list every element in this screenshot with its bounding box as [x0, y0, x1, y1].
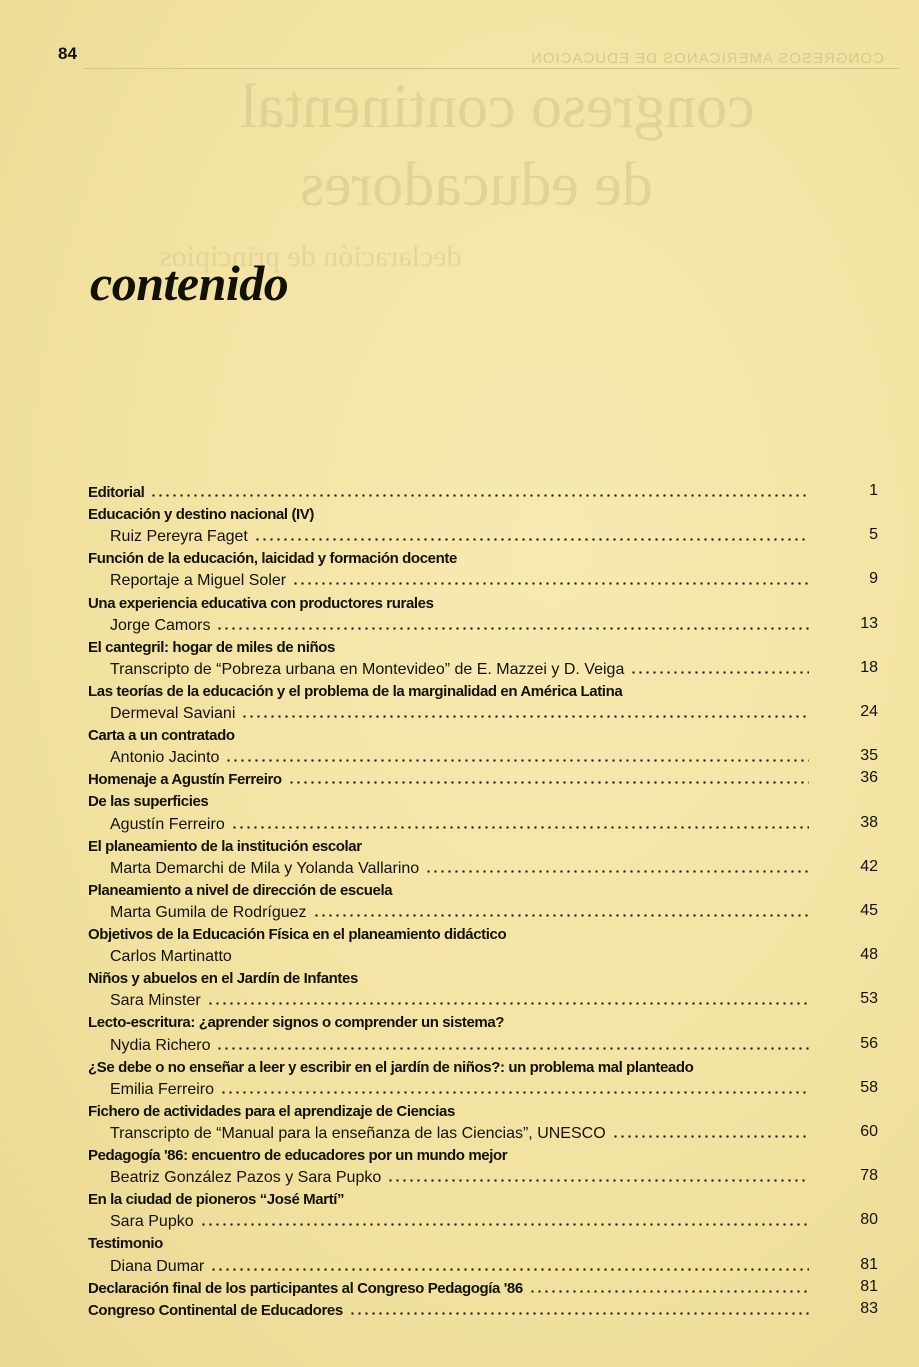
toc-author-row	[0, 705, 919, 727]
toc-page-number: 60	[860, 1122, 878, 1140]
toc-title-row	[0, 771, 919, 793]
toc-author: Diana Dumar	[110, 1257, 205, 1275]
toc-page-number: 53	[860, 990, 878, 1008]
toc-title: Declaración final de los participantes al Congreso Pedagogía '86	[88, 1279, 523, 1297]
toc-author: Emilia Ferreiro	[110, 1080, 215, 1098]
toc-author-row	[0, 1034, 919, 1059]
toc-author-row	[0, 1213, 919, 1235]
dot-leader	[349, 1312, 809, 1315]
toc-title: Carta a un contratado	[88, 727, 235, 745]
toc-title: De las superficies	[88, 793, 209, 811]
toc-author: Jorge Camors	[110, 616, 211, 634]
toc-page-number: 81	[860, 1255, 878, 1273]
toc-title-row	[0, 882, 919, 904]
toc-author-row	[0, 658, 919, 683]
dot-leader	[241, 715, 809, 718]
toc-title-row	[0, 506, 919, 528]
toc-page-number: 24	[860, 703, 878, 720]
toc-author: Beatriz González Pazos y Sara Pupko	[110, 1169, 382, 1187]
toc-title: Niños y abuelos en el Jardín de Infantes	[88, 970, 358, 988]
dot-leader	[225, 759, 809, 762]
toc-page-number: 80	[860, 1211, 878, 1229]
toc-title-row	[0, 1299, 919, 1324]
toc-title: El cantegril: hogar de miles de niños	[88, 638, 335, 656]
toc-author-row	[0, 813, 919, 838]
toc-author: Nydia Richero	[110, 1036, 211, 1054]
toc-author: Carlos Martinatto	[110, 948, 232, 966]
toc-title: Congreso Continental de Educadores	[88, 1301, 343, 1319]
page-number: 84	[58, 44, 77, 63]
toc-title-row	[0, 727, 919, 749]
toc-title: Homenaje a Agustín Ferreiro	[88, 771, 282, 789]
toc-title-row	[0, 550, 919, 572]
toc-title-row	[0, 926, 919, 948]
toc-title-row	[0, 595, 919, 617]
toc-title: Una experiencia educativa con productores rurales	[88, 594, 434, 612]
toc-author-row	[0, 948, 919, 970]
dot-leader	[150, 494, 809, 497]
toc-author-row	[0, 614, 919, 639]
toc-title: Editorial	[88, 484, 145, 501]
toc-author: Marta Gumila de Rodríguez	[110, 903, 307, 921]
dot-leader	[387, 1179, 809, 1182]
dot-leader	[529, 1290, 809, 1293]
toc-page-number: 58	[860, 1078, 878, 1096]
dot-leader	[220, 1091, 809, 1094]
dot-leader	[313, 914, 809, 917]
toc-author-row	[0, 1169, 919, 1191]
page-heading: contenido	[90, 255, 289, 311]
dot-leader	[231, 826, 809, 829]
toc-page-number: 38	[860, 813, 878, 831]
toc-title: Pedagogía '86: encuentro de educadores por un mundo mejor	[88, 1147, 508, 1164]
toc-author-row	[0, 749, 919, 771]
dot-leader	[200, 1223, 809, 1226]
toc-title-row	[0, 970, 919, 992]
toc-title: El planeamiento de la institución escolar	[88, 837, 362, 855]
toc-page-number: 18	[860, 658, 878, 676]
toc-title-row	[0, 793, 919, 815]
toc-title: Las teorías de la educación y el problema de la marginalidad en América Latina	[88, 682, 623, 700]
toc-author: Transcripto de “Manual para la enseñanza de las Ciencias”, UNESCO	[110, 1124, 606, 1142]
toc-author: Sara Pupko	[110, 1213, 194, 1231]
toc-author: Sara Minster	[110, 992, 201, 1010]
toc-author-row	[0, 992, 919, 1014]
dot-leader	[207, 1002, 809, 1005]
toc-page-number: 9	[869, 570, 878, 588]
toc-title: Planeamiento a nivel de dirección de escuela	[88, 881, 393, 899]
toc-author-row	[0, 1122, 919, 1147]
dot-leader	[210, 1268, 809, 1271]
toc-title-row	[0, 639, 919, 661]
bleed-through-title-2: de educadores	[300, 151, 653, 219]
toc-page-number: 78	[860, 1167, 878, 1185]
toc-title: ¿Se debe o no enseñar a leer y escribir en el jardín de niños?: un problema mal planteado	[88, 1058, 694, 1076]
toc-title: Testimonio	[88, 1235, 163, 1253]
dot-leader	[216, 627, 809, 630]
toc-page-number: 45	[860, 901, 878, 919]
toc-title-row	[0, 1059, 919, 1081]
toc-page-number: 35	[860, 747, 878, 765]
toc-author-row	[0, 901, 919, 926]
toc-page-number: 36	[860, 769, 878, 787]
toc-title-row	[0, 484, 919, 506]
toc-title-row	[0, 1191, 919, 1213]
dot-leader	[288, 781, 809, 784]
toc-page-number: 56	[860, 1034, 878, 1052]
toc-author: Reportaje a Miguel Soler	[110, 572, 287, 590]
toc-title-row	[0, 1147, 919, 1169]
toc-title-row	[0, 1014, 919, 1036]
bleed-through-title-1: congreso continental	[240, 73, 755, 141]
toc-author-row	[0, 528, 919, 550]
toc-title: Lecto-escritura: ¿aprender signos o comprender un sistema?	[88, 1014, 505, 1032]
toc-page-number: 13	[860, 614, 878, 632]
toc-author: Marta Demarchi de Mila y Yolanda Vallarino	[110, 859, 420, 877]
dot-leader	[254, 538, 809, 541]
toc-title-row	[0, 838, 919, 860]
toc-author: Agustín Ferreiro	[110, 815, 225, 833]
dot-leader	[612, 1135, 809, 1138]
toc-author: Ruiz Pereyra Faget	[110, 528, 248, 546]
toc-page-number: 5	[869, 526, 878, 544]
dot-leader	[292, 582, 809, 585]
bleed-through-header: CONGRESOS AMERICANOS DE EDUCACION	[530, 50, 884, 67]
toc-page-number: 1	[869, 482, 878, 499]
toc-author: Transcripto de “Pobreza urbana en Montevideo” de E. Mazzei y D. Veiga	[110, 660, 625, 678]
toc-title: Fichero de actividades para el aprendizaje de Ciencias	[88, 1102, 455, 1120]
toc-title-row	[0, 1277, 919, 1302]
toc-title: En la ciudad de pioneros “José Martí”	[88, 1191, 345, 1209]
toc-title: Objetivos de la Educación Física en el planeamiento didáctico	[88, 926, 507, 943]
toc-author-row	[0, 572, 919, 594]
toc-page-number: 81	[860, 1277, 878, 1295]
toc-title: Función de la educación, laicidad y formación docente	[88, 550, 457, 568]
bleed-through-subtitle: declaración de principios	[160, 240, 462, 273]
toc-title-row	[0, 1235, 919, 1257]
toc-page-number: 48	[860, 946, 878, 964]
toc-author: Antonio Jacinto	[110, 749, 220, 767]
toc-title-row	[0, 1103, 919, 1125]
toc-author-row	[0, 857, 919, 882]
toc-title-row	[0, 683, 919, 705]
toc-author-row	[0, 1255, 919, 1280]
toc-author-row	[0, 1078, 919, 1103]
toc-author: Dermeval Saviani	[110, 705, 236, 722]
toc-page-number: 83	[860, 1299, 878, 1317]
toc-title: Educación y destino nacional (IV)	[88, 506, 315, 524]
dot-leader	[630, 671, 809, 674]
dot-leader	[425, 870, 809, 873]
dot-leader	[216, 1047, 809, 1050]
toc-page-number: 42	[860, 857, 878, 875]
